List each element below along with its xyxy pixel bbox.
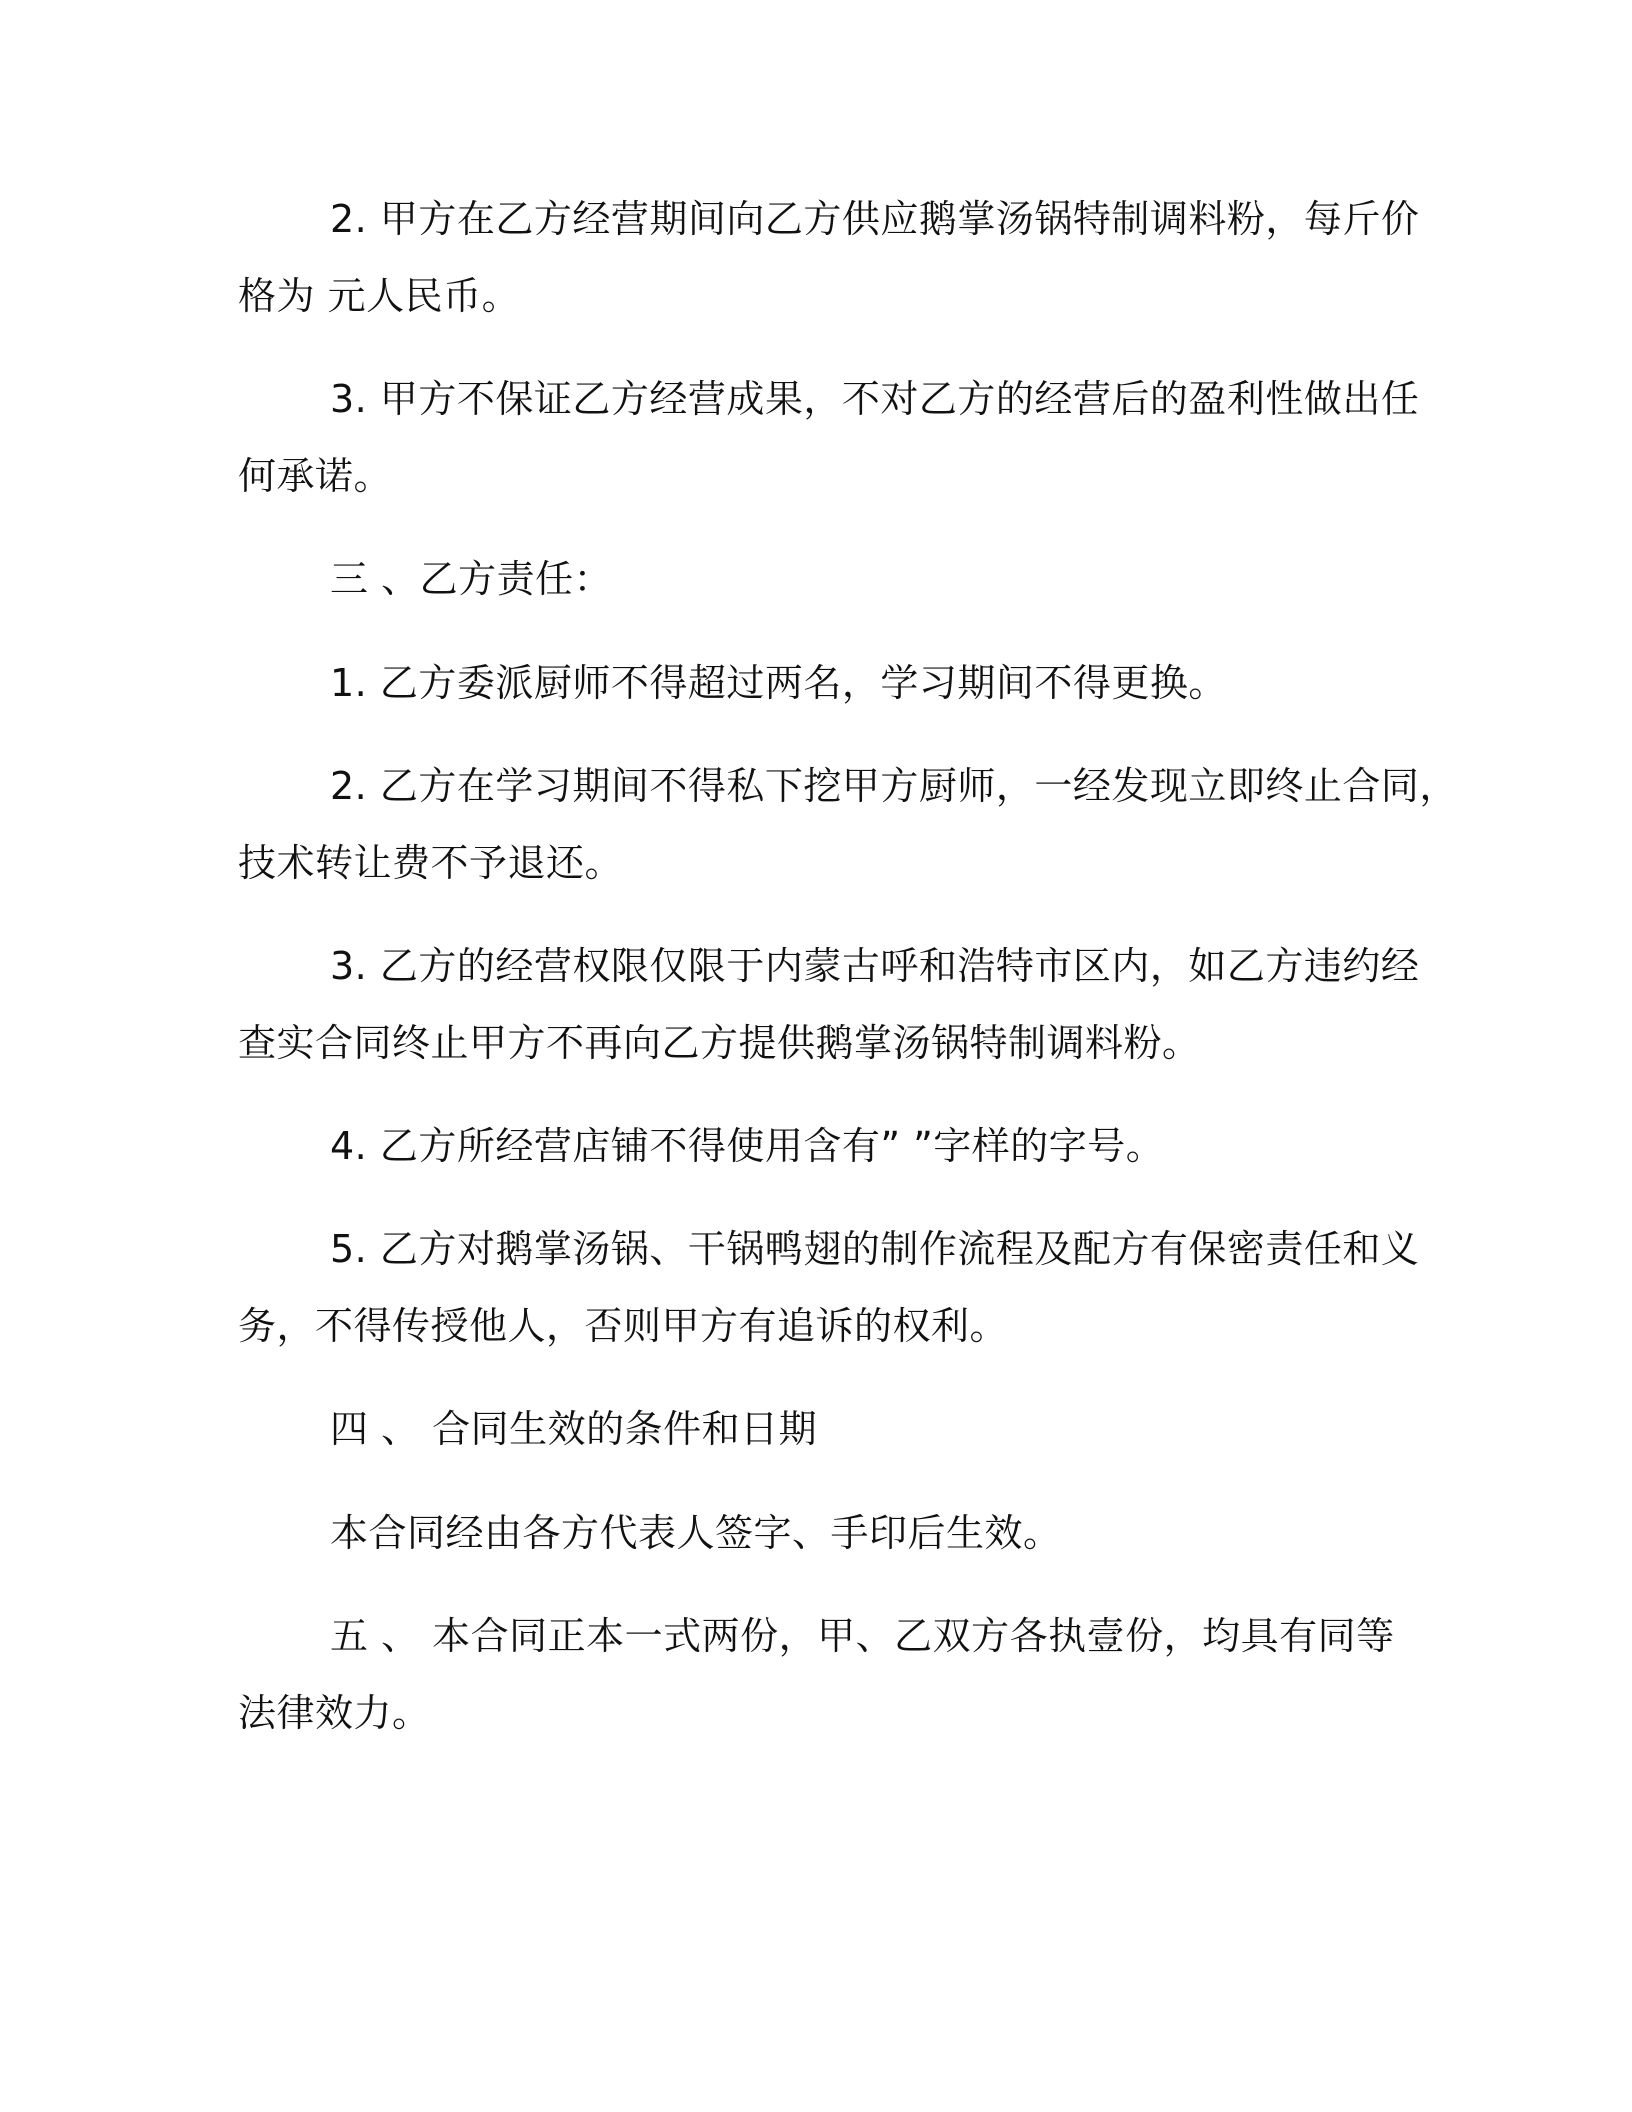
clause-3-2-line-2: 技术转让费不予退还。 [238,841,624,885]
clause-2-3-line-1: 3. 甲方不保证乙方经营成果，不对乙方的经营后的盈利性做出任 [330,377,1420,421]
clause-3-1: 1. 乙方委派厨师不得超过两名，学习期间不得更换。 [330,661,1227,705]
section-4-text: 本合同经由各方代表人签字、手印后生效。 [330,1511,1062,1555]
clause-3-4: 4. 乙方所经营店铺不得使用含有” ”字样的字号。 [330,1124,1165,1168]
section-5-line-1: 五 、 本合同正本一式两份，甲、乙双方各执壹份，均具有同等 [330,1614,1395,1658]
clause-2-2-line-2: 格为 元人民币。 [238,274,521,318]
clause-3-5-line-1: 5. 乙方对鹅掌汤锅、干锅鸭翅的制作流程及配方有保密责任和义 [330,1227,1420,1271]
clause-2-2-line-1: 2. 甲方在乙方经营期间向乙方供应鹅掌汤锅特制调料粉，每斤价 [330,197,1420,241]
clause-3-3-line-1: 3. 乙方的经营权限仅限于内蒙古呼和浩特市区内，如乙方违约经 [330,944,1420,988]
clause-2-3-line-2: 何承诺。 [238,454,393,498]
section-5-line-2: 法律效力。 [238,1691,431,1735]
section-3-heading: 三 、乙方责任： [330,557,613,601]
clause-3-3-line-2: 查实合同终止甲方不再向乙方提供鹅掌汤锅特制调料粉。 [238,1021,1201,1065]
clause-3-5-line-2: 务，不得传授他人，否则甲方有追诉的权利。 [238,1304,1009,1348]
section-4-heading: 四 、 合同生效的条件和日期 [330,1407,818,1451]
clause-3-2-line-1: 2. 乙方在学习期间不得私下挖甲方厨师，一经发现立即终止合同， [330,764,1458,808]
